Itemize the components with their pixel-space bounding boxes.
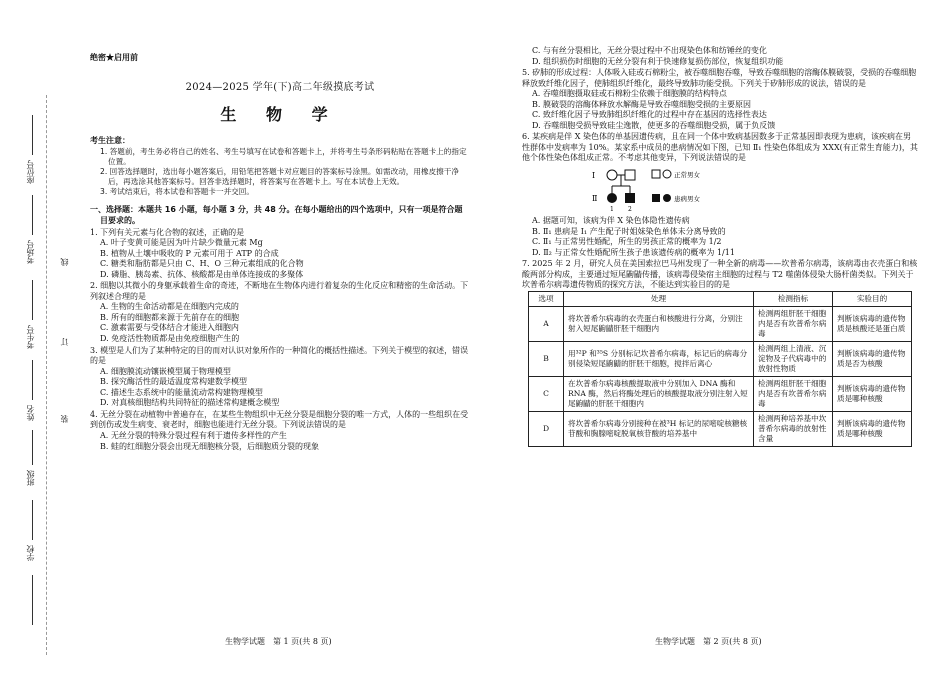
option: C. 描述生态系统中的能量流动常构建物理模型: [100, 387, 263, 397]
question-3: [90, 346, 470, 409]
field-line: [32, 575, 33, 625]
question-1: [90, 228, 470, 281]
option: A. 吞噬细胞摄取硅或石棉粉尘依赖于细胞膜的结构特点: [532, 89, 727, 99]
question-stem: 7. 2025 年 2 月，研究人员在美国索拉巴马州发现了一种全新的病毒——坎普希尔病毒，该病毒由衣壳蛋白和核酸两部分构成，主要通过短尾鼩鼱传播，该病毒侵染宿主细胞的过程与 T2 噬菌体侵染大肠杆菌类似。下列关于坎普希尔病毒遗传物质的探究方法，不能达到实验目的的是: [522, 259, 918, 290]
goal-cell: 判断该病毒的遗传物质是哪种核酸: [833, 376, 912, 411]
binding-cut-line: [46, 95, 47, 655]
option: C. 糖类和脂肪都是只由 C、H、O 三种元素组成的化合物: [100, 259, 304, 269]
field-class: 班级: [26, 470, 35, 486]
option: B. 蛙的红细胞分裂会出现无细胞核分裂，后细胞质分裂的现象: [100, 441, 319, 451]
legend-affected-female: [663, 194, 671, 202]
table-header: 选项: [529, 291, 564, 306]
indicator-cell: 检测两组肝胚干细胞内是否有坎普希尔病毒: [754, 376, 833, 411]
question-stem: 2. 细胞以其微小的身躯承载着生命的奇迹，不断地在生物体内进行着复杂的生化反应和精密的生命活动。下列叙述合理的是: [90, 281, 469, 301]
subject-title: 生 物 学: [220, 104, 340, 124]
field-student-number: 考生号: [26, 325, 35, 349]
binding-mark-bind: 装: [60, 415, 69, 423]
option: D. 磷脂、胰岛素、抗体、核酸都是由单体连接成的多聚体: [100, 269, 304, 279]
goal-cell: 判断该病毒的遗传物质是核酸还是蛋白质: [833, 306, 912, 341]
option: C. Ⅱ₁ 与正常男性婚配，所生的男孩正常的概率为 1/2: [532, 237, 722, 247]
binding-mark-line: 线: [60, 258, 69, 266]
page-1: [90, 52, 470, 452]
option: A. 细胞膜流动镶嵌模型属于物理模型: [100, 366, 231, 376]
table-row: [529, 412, 912, 447]
option: A. 无丝分裂的特殊分裂过程有利于遗传多样性的产生: [100, 430, 287, 440]
question-stem: 6. 某疾病是伴 X 染色体的单基因遗传病，且在同一个体中致病基因数多于正常基因即表现为患病，该疾病在男性群体中发病率为 10%。某家系中成员的患病情况如下图，已知 Ⅱ₁ 性染色体组成为 XXX(有正常生育能力)，其他个体性染色体组成正常。不考虑其他变异，下列说法错误的是: [522, 132, 918, 163]
generation-label-1: Ⅰ: [592, 171, 596, 181]
option-cell: B: [529, 341, 564, 376]
option: D. 组织损伤时细胞的无丝分裂有利于快速修复损伤部位，恢复组织功能: [532, 56, 784, 66]
page-2-footer: 生物学试题 第 2 页(共 8 页): [655, 637, 762, 646]
legend-affected-male: [652, 194, 660, 202]
question-5: [522, 68, 918, 131]
table-header: 检测指标: [754, 291, 833, 306]
page-1-footer: 生物学试题 第 1 页(共 8 页): [225, 637, 332, 646]
exam-title: 2024—2025 学年(下)高二年级摸底考试: [185, 81, 375, 93]
process-cell: 将坎普希尔病毒的衣壳蛋白和核酸进行分离，分别注射入短尾鼩鼱肝胚干细胞内: [564, 306, 754, 341]
option: C. 与有丝分裂相比，无丝分裂过程中不出现染色体和纺锤丝的变化: [532, 46, 767, 55]
option-cell: C: [529, 376, 564, 411]
legend-normal-label: 正常男女: [674, 171, 700, 180]
field-line: [32, 430, 33, 465]
option: B. 所有的细胞都来源于先前存在的细胞: [100, 312, 239, 322]
question-2: [90, 281, 470, 344]
pedigree-chart: [592, 168, 918, 212]
pedigree-i1-female: [607, 170, 617, 180]
goal-cell: 判断该病毒的遗传物质是否为核酸: [833, 341, 912, 376]
note-item: 3. 考试结束后，将本试卷和答题卡一并交回。: [100, 187, 254, 197]
field-line: [32, 280, 33, 320]
question-stem: 4. 无丝分裂在动植物中普遍存在，在某些生物组织中无丝分裂是细胞分裂的唯一方式，人体的一些组织在受到创伤或发生病变、衰老时，细胞也能进行无丝分裂。下列说法错误的是: [90, 409, 469, 430]
question-7: [522, 259, 918, 447]
option: A. 据题可知，该病为伴 X 染色体隐性遗传病: [532, 216, 690, 226]
field-line: [32, 195, 33, 235]
option: D. 吞噬细胞受损导致硅尘逸散，使更多的吞噬细胞受损，属于负反馈: [532, 120, 776, 130]
question-4: [90, 410, 470, 452]
note-item: 1. 答题前，考生务必将自己的姓名、考生号填写在试卷和答题卡上，并将考生号条形码粘贴在答题卡上的指定位置。: [100, 147, 467, 167]
option-cell: A: [529, 306, 564, 341]
option: A. 生物的生命活动都是在细胞内完成的: [100, 302, 239, 312]
legend-normal-male: [652, 170, 660, 178]
table-header-row: [529, 291, 912, 306]
option: D. Ⅱ₂ 与正常女性婚配所生孩子患该遗传病的概率为 1/11: [532, 247, 735, 257]
section-heading: 一、选择题：本题共 16 小题，每小题 3 分，共 48 分。在每小题给出的四个选项中，只有一项是符合题目要求的。: [90, 205, 463, 226]
option-cell: D: [529, 412, 564, 447]
option: B. 膜破裂的溶酶体释放水解酶是导致吞噬细胞受损的主要原因: [532, 99, 751, 109]
field-line: [32, 115, 33, 155]
field-school: 学校: [26, 545, 35, 561]
experiment-table: [528, 291, 912, 447]
pedigree-ii2-affected-male: [625, 193, 635, 203]
table-row: [529, 341, 912, 376]
option: B. Ⅱ₁ 患病是 Ⅰ₁ 产生配子时姐妹染色单体未分离导致的: [532, 226, 726, 236]
question-6: [522, 132, 918, 258]
binding-gutter: [0, 0, 70, 688]
field-line: [32, 360, 33, 400]
goal-cell: 判断该病毒的遗传物质是哪种核酸: [833, 412, 912, 447]
indicator-cell: 检测两组肝胚干细胞内是否有坎普希尔病毒: [754, 306, 833, 341]
legend-affected-label: 患病男女: [674, 195, 700, 204]
pedigree-i2-male: [625, 170, 635, 180]
process-cell: 用³²P 和³⁵S 分别标记坎普希尔病毒，标记后的病毒分别侵染短尾鼩鼱的肝胚干细胞，搅拌后离心: [564, 341, 754, 376]
note-item: 2. 回答选择题时，选出每小题答案后，用铅笔把答题卡对应题目的答案标号涂黑。如需改动，用橡皮擦干净后，再选涂其他答案标号。回答非选择题时，将答案写在答题卡上。写在本试卷上无效。: [100, 167, 459, 187]
option: B. 植物从土壤中吸收的 P 元素可用于 ATP 的合成: [100, 248, 279, 258]
table-header: 处理: [564, 291, 754, 306]
indicator-cell: 检测两组上清液、沉淀物及子代病毒中的放射性物质: [754, 341, 833, 376]
table-row: [529, 306, 912, 341]
indicator-cell: 检测两种培养基中坎普希尔病毒的放射性含量: [754, 412, 833, 447]
pedigree-ii1-affected-female: [607, 193, 617, 203]
question-stem: 3. 模型是人们为了某种特定的目的而对认识对象所作的一种简化的概括性描述。下列关于模型的叙述，错误的是: [90, 345, 469, 366]
option: D. 免疫活性物质都是由免疫细胞产生的: [100, 334, 240, 344]
option: C. 致纤维化因子导致肺组织纤维化的过程中存在基因的选择性表达: [532, 110, 767, 120]
field-name: 姓名: [26, 405, 35, 421]
pedigree-number: 1: [610, 206, 614, 213]
binding-mark-staple: 订: [60, 338, 69, 346]
pedigree-diagram: [592, 168, 812, 212]
field-seat-number: 座位号: [26, 160, 35, 184]
process-cell: 在坎普希尔病毒核酸提取液中分别加入 DNA 酶和 RNA 酶，然后将酶处理后的核酸提取液分别注射入短尾鼩鼱的肝胚干细胞内: [564, 376, 754, 411]
option: C. 激素需要与受体结合才能进入细胞内: [100, 323, 239, 333]
table-row: [529, 376, 912, 411]
option: A. 叶子变黄可能是因为叶片缺少微量元素 Mg: [100, 238, 263, 248]
notes-title: 考生注意：: [90, 134, 130, 145]
page-2: [522, 46, 918, 447]
pedigree-number: 2: [628, 206, 632, 213]
question-stem: 5. 矽肺的形成过程：人体吸入硅或石棉粉尘，被吞噬细胞吞噬，导致吞噬细胞的溶酶体膜破裂，受损的吞噬细胞释放致纤维化因子，使肺组织纤维化，最终导致肺功能受损。下列关于矽肺形成的说法，错误的是: [522, 68, 917, 88]
field-room-number: 考场号: [26, 240, 35, 264]
question-stem: 1. 下列有关元素与化合物的叙述，正确的是: [90, 227, 245, 237]
field-line: [32, 500, 33, 540]
option: D. 对真核细胞结构共同特征的描述常构建概念模型: [100, 398, 280, 408]
table-header: 实验目的: [833, 291, 912, 306]
generation-label-2: Ⅱ: [592, 194, 598, 204]
process-cell: 将坎普希尔病毒分别接种在被³H 标记的尿嘧啶核糖核苷酸和胸腺嘧啶脱氧核苷酸的培养基中: [564, 412, 754, 447]
legend-normal-female: [663, 170, 671, 178]
option: B. 探究酶活性的最适温度常构建数学模型: [100, 377, 247, 387]
secret-label: 绝密★启用前: [90, 52, 138, 62]
